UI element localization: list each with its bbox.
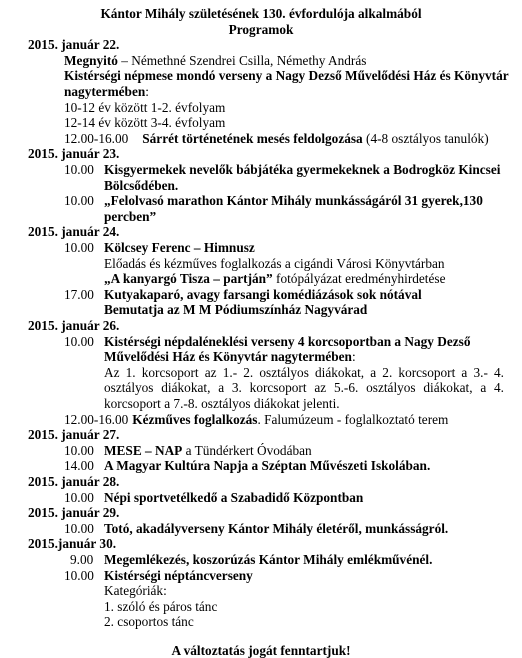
entry-text: fotópályázat eredményhirdetése (273, 271, 446, 286)
entry-title: percben” (104, 209, 156, 225)
entry-time: 14.00 (64, 458, 94, 473)
entry-text: Előadás és kézműves foglalkozás a cigándi Városi Könyvtárban (104, 256, 445, 272)
program-entry (70, 552, 504, 568)
day-date: 2015. január 26. (28, 318, 119, 334)
entry-text: Kategóriák: (104, 583, 167, 598)
program-entry (64, 490, 504, 506)
entry-time: 10.00 (64, 193, 94, 208)
program-entry (64, 287, 504, 303)
entry-title: nagytermében (64, 84, 145, 99)
entry-text: 10-12 év között 1-2. évfolyam (64, 100, 225, 116)
entry-title: Kutyakaparó, avagy farsangi komédiázások sok nótával (104, 287, 422, 303)
entry-label: Megnyitó (64, 53, 118, 68)
day-date: 2015.január 30. (28, 536, 116, 552)
footer-note: A változtatás jogát fenntartjuk! (0, 643, 522, 658)
entry-title: Kistérségi néptáncverseny (104, 568, 253, 584)
entry-time: 9.00 (70, 552, 93, 567)
entry-title: Kistérségi népmese mondó verseny a Nagy Dezső Művelődési Ház és Könyvtár (64, 68, 509, 84)
entry-time: 10.00 (64, 162, 94, 177)
day-date: 2015. január 27. (28, 427, 119, 443)
entry-title: A Magyar Kultúra Napja a Széptan Művészeti Iskolában. (104, 458, 430, 474)
entry-text: 12-14 év között 3-4. évfolyam (64, 115, 225, 131)
entry-title: Népi sportvetélkedő a Szabadidő Központban (104, 490, 363, 506)
entry-title: „A kanyargó Tisza – partján” (104, 271, 273, 286)
day-date: 2015. január 23. (28, 146, 119, 162)
document-subtitle: Programok (0, 22, 522, 38)
entry-title: Megemlékezés, koszorúzás Kántor Mihály emlékművénél. (104, 552, 432, 568)
entry-time: 12.00-16.00 (64, 131, 128, 146)
program-entry (104, 271, 445, 287)
entry-title: Kistérségi népdaléneklési verseny 4 korcsoportban a Nagy Dezső (104, 334, 471, 350)
entry-text: : (145, 84, 149, 99)
entry-title: Kölcsey Ferenc – Himnusz (104, 240, 255, 256)
entry-title: MESE – NAP (104, 443, 182, 458)
program-entry (64, 240, 504, 256)
entry-title: „Felolvasó marathon Kántor Mihály munkásságáról 31 gyerek,130 (104, 193, 483, 209)
program-entry (64, 53, 366, 69)
program-entry (64, 84, 149, 100)
entry-text: – Némethné Szendrei Csilla, Némethy András (118, 53, 367, 68)
entry-title: Totó, akadályverseny Kántor Mihály életéről, munkásságról. (104, 521, 448, 537)
program-entry (64, 458, 504, 474)
program-entry (64, 131, 489, 147)
entry-text: korcsoport a 7.-8. osztályos diákokat jelenti. (104, 396, 340, 412)
entry-title: Kézműves foglalkozás (132, 412, 257, 427)
entry-text: Az 1. korcsoport az 1.- 2. osztályos diákokat, a 2. korcsoport a 3.- 4. (104, 365, 504, 381)
program-entry (64, 521, 504, 537)
day-date: 2015. január 28. (28, 474, 119, 490)
program-entry (64, 193, 504, 209)
entry-time: 17.00 (64, 287, 94, 302)
entry-text: (4-8 osztályos tanulók) (363, 131, 489, 146)
entry-title: Bemutatja az M M Pódiumszínház Nagyvárad (104, 302, 367, 318)
entry-title: Bölcsődében. (104, 178, 178, 194)
entry-title: Kisgyermekek nevelők bábjátéka gyermekeknek a Bodrogköz Kincsei (104, 162, 500, 178)
program-entry (64, 334, 504, 350)
entry-time: 12.00-16.00 (64, 412, 128, 427)
day-date: 2015. január 24. (28, 224, 119, 240)
entry-text: 1. szóló és páros tánc (104, 599, 217, 615)
entry-text: osztályos diákokat, a 3. korcsoport az 5.-6. osztályos diákokat, a 4. (104, 380, 504, 396)
entry-time: 10.00 (64, 521, 94, 536)
entry-text: : (352, 349, 356, 364)
entry-title: Sárrét történetének mesés feldolgozása (142, 131, 362, 146)
entry-time: 10.00 (64, 334, 94, 349)
document-title: Kántor Mihály születésének 130. évfordulója alkalmából (0, 6, 522, 22)
entry-text: 2. csoportos tánc (104, 614, 194, 630)
program-entry (64, 443, 504, 459)
program-entry (64, 162, 504, 178)
entry-text: . Falumúzeum - foglalkoztató terem (257, 412, 448, 427)
day-date: 2015. január 29. (28, 505, 119, 521)
day-date: 2015. január 22. (28, 37, 119, 53)
entry-time: 10.00 (64, 240, 94, 255)
program-entry (64, 412, 448, 428)
entry-time: 10.00 (64, 490, 94, 505)
entry-time: 10.00 (64, 568, 94, 583)
entry-title: Művelődési Ház és Könyvtár nagytermében (104, 349, 352, 364)
program-entry (104, 349, 356, 365)
entry-text: a Tündérkert Óvodában (182, 443, 311, 458)
program-entry (64, 568, 504, 584)
entry-time: 10.00 (64, 443, 94, 458)
